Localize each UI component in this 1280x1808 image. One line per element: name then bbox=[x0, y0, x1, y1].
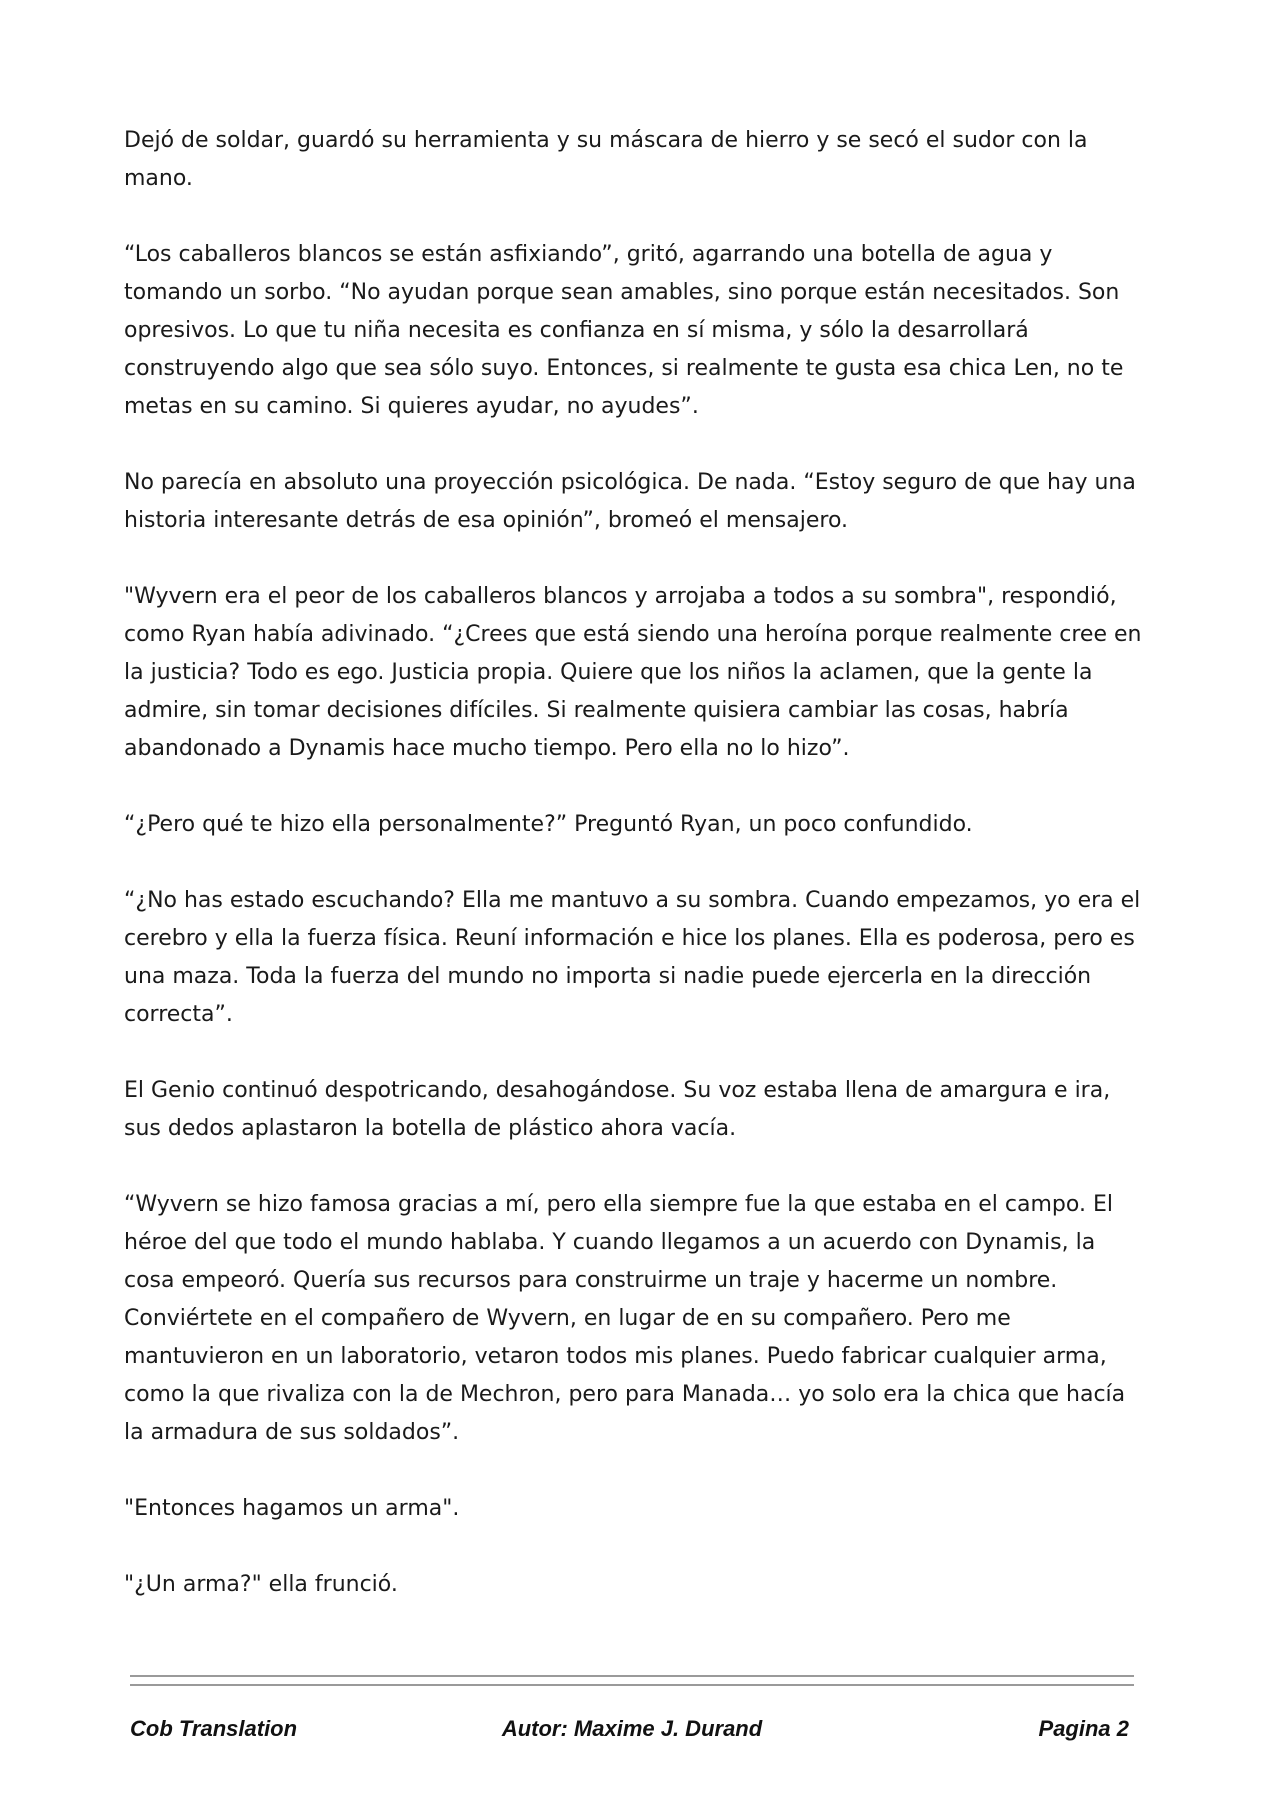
footer-divider-top bbox=[130, 1675, 1134, 1677]
paragraph-4: "Wyvern era el peor de los caballeros blancos y arrojaba a todos a su sombra", respondió, como Ryan había adivinado. “¿Crees que está siendo una heroína porque realmente cree en la justicia? Todo es ego. Justicia propia. Quiere que los niños la aclamen, que la gente la admire, sin tomar decisiones difíciles. Si realmente quisiera cambiar las cosas, habría abandonado a Dynamis hace mucho tiempo. Pero ella no lo hizo”. bbox=[124, 584, 1142, 761]
page-body bbox=[124, 122, 1144, 1642]
page-footer bbox=[130, 1716, 1134, 1750]
footer-page-number: Pagina 2 bbox=[1038, 1716, 1129, 1741]
paragraph-6: “¿No has estado escuchando? Ella me mantuvo a su sombra. Cuando empezamos, yo era el cerebro y ella la fuerza física. Reuní información e hice los planes. Ella es poderosa, pero es una maza. Toda la fuerza del mundo no importa si nadie puede ejercerla en la dirección correcta”. bbox=[124, 888, 1141, 1027]
footer-divider-bottom bbox=[130, 1684, 1134, 1686]
paragraph-8: “Wyvern se hizo famosa gracias a mí, pero ella siempre fue la que estaba en el campo. El héroe del que todo el mundo hablaba. Y cuando llegamos a un acuerdo con Dynamis, la cosa empeoró. Quería sus recursos para construirme un traje y hacerme un nombre. Conviértete en el compañero de Wyvern, en lugar de en su compañero. Pero me mantuvieron en un laboratorio, vetaron todos mis planes. Puedo fabricar cualquier arma, como la que rivaliza con la de Mechron, pero para Manada… yo solo era la chica que hacía la armadura de sus soldados”. bbox=[124, 1192, 1126, 1445]
paragraph-3: No parecía en absoluto una proyección psicológica. De nada. “Estoy seguro de que hay una historia interesante detrás de esa opinión”, bromeó el mensajero. bbox=[124, 470, 1136, 533]
paragraph-10: "¿Un arma?" ella frunció. bbox=[124, 1572, 398, 1597]
paragraph-2: “Los caballeros blancos se están asfixiando”, gritó, agarrando una botella de agua y tomando un sorbo. “No ayudan porque sean amables, sino porque están necesitados. Son opresivos. Lo que tu niña necesita es confianza en sí misma, y sólo la desarrollará construyendo algo que sea sólo suyo. Entonces, si realmente te gusta esa chica Len, no te metas en su camino. Si quieres ayudar, no ayudes”. bbox=[124, 242, 1124, 419]
footer-translator: Cob Translation bbox=[130, 1716, 298, 1741]
paragraph-7: El Genio continuó despotricando, desahogándose. Su voz estaba llena de amargura e ira, sus dedos aplastaron la botella de plástico ahora vacía. bbox=[124, 1078, 1111, 1141]
footer-author: Autor: Maxime J. Durand bbox=[501, 1716, 763, 1741]
paragraph-1: Dejó de soldar, guardó su herramienta y su máscara de hierro y se secó el sudor con la mano. bbox=[124, 128, 1088, 191]
paragraph-5: “¿Pero qué te hizo ella personalmente?” Preguntó Ryan, un poco confundido. bbox=[124, 812, 973, 837]
paragraph-9: "Entonces hagamos un arma". bbox=[124, 1496, 460, 1521]
